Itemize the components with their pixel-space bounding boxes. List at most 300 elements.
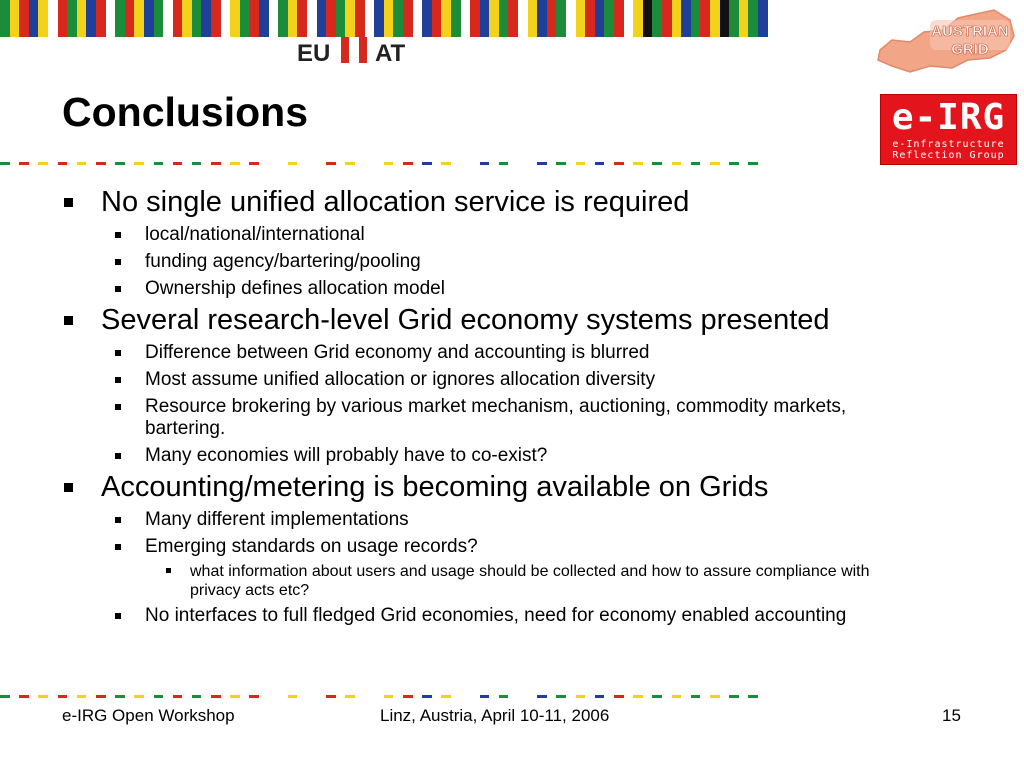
flag-stripe xyxy=(0,0,10,37)
flag-stripe xyxy=(662,0,672,37)
divider-dash xyxy=(576,162,586,165)
divider-dash xyxy=(163,695,173,698)
flag-stripe xyxy=(643,0,653,37)
slide-number: 15 xyxy=(942,706,961,725)
bullet-3-2-1 xyxy=(60,562,980,600)
divider-dash xyxy=(758,162,768,165)
flag-stripe xyxy=(307,0,317,37)
divider-dash xyxy=(566,695,576,698)
flag-stripe xyxy=(489,0,499,37)
divider-dash xyxy=(691,695,701,698)
divider-dash xyxy=(230,695,240,698)
divider-dash xyxy=(624,695,634,698)
bullet-1-3 xyxy=(60,278,980,300)
flag-stripe xyxy=(403,0,413,37)
divider-dash xyxy=(345,695,355,698)
divider-dash xyxy=(288,162,298,165)
divider-dash xyxy=(182,695,192,698)
bullet-1-1 xyxy=(60,224,980,246)
divider-dash xyxy=(355,162,365,165)
divider-dash xyxy=(413,695,423,698)
divider-dash xyxy=(182,162,192,165)
divider-dash xyxy=(470,162,480,165)
flag-stripe xyxy=(739,0,749,37)
flag-stripe xyxy=(624,0,634,37)
divider-dash xyxy=(29,162,39,165)
flag-stripe xyxy=(230,0,240,37)
divider-dash xyxy=(393,695,403,698)
divider-dash xyxy=(758,695,768,698)
divider-dash xyxy=(681,162,691,165)
divider-dash xyxy=(0,162,10,165)
flag-stripe xyxy=(48,0,58,37)
flag-stripe xyxy=(758,0,768,37)
divider-dash xyxy=(585,695,595,698)
divider-dash xyxy=(547,162,557,165)
flag-stripe xyxy=(240,0,250,37)
bullet-2-2-text: Most assume unified allocation or ignores allocation diversity xyxy=(145,369,656,390)
divider-dash xyxy=(211,162,221,165)
divider-dash xyxy=(384,695,394,698)
divider-dash xyxy=(240,695,250,698)
divider-dash xyxy=(470,695,480,698)
divider-dash xyxy=(19,162,29,165)
flag-stripe xyxy=(125,0,135,37)
divider-dash xyxy=(307,162,317,165)
title-divider xyxy=(0,162,768,165)
divider-dash xyxy=(451,695,461,698)
flag-stripe xyxy=(432,0,442,37)
flag-stripe xyxy=(173,0,183,37)
divider-dash xyxy=(211,695,221,698)
bullet-square-icon xyxy=(115,453,121,459)
divider-dash xyxy=(604,162,614,165)
divider-dash xyxy=(0,695,10,698)
bullet-square-icon xyxy=(115,259,121,265)
divider-dash xyxy=(192,162,202,165)
bullet-square-icon xyxy=(115,286,121,292)
austrian-grid-line2: GRID xyxy=(951,41,989,58)
divider-dash xyxy=(710,695,720,698)
divider-dash xyxy=(38,695,48,698)
divider-dash xyxy=(508,695,518,698)
divider-dash xyxy=(278,162,288,165)
divider-dash xyxy=(58,695,68,698)
bullet-1-3-text: Ownership defines allocation model xyxy=(145,278,445,299)
flag-stripe xyxy=(19,0,29,37)
divider-dash xyxy=(739,162,749,165)
divider-dash xyxy=(384,162,394,165)
divider-dash xyxy=(96,162,106,165)
divider-dash xyxy=(19,695,29,698)
divider-dash xyxy=(326,162,336,165)
divider-dash xyxy=(508,162,518,165)
divider-dash xyxy=(163,162,173,165)
divider-dash xyxy=(556,695,566,698)
divider-dash xyxy=(154,162,164,165)
divider-dash xyxy=(403,695,413,698)
flag-stripe xyxy=(29,0,39,37)
divider-dash xyxy=(518,695,528,698)
divider-dash xyxy=(556,162,566,165)
flag-stripe xyxy=(288,0,298,37)
divider-dash xyxy=(432,162,442,165)
divider-dash xyxy=(67,695,77,698)
divider-dash xyxy=(221,162,231,165)
flag-stripe xyxy=(201,0,211,37)
divider-dash xyxy=(413,162,423,165)
divider-dash xyxy=(317,162,327,165)
footer-event: e-IRG Open Workshop xyxy=(62,706,235,725)
divider-dash xyxy=(576,695,586,698)
flag-stripe xyxy=(58,0,68,37)
bullet-3 xyxy=(60,470,980,504)
flag-stripe xyxy=(10,0,20,37)
bullet-square-icon xyxy=(115,517,121,523)
bullet-square-icon xyxy=(115,377,121,383)
flag-stripe xyxy=(614,0,624,37)
divider-dash xyxy=(115,695,125,698)
flag-stripe xyxy=(585,0,595,37)
flag-stripe xyxy=(441,0,451,37)
flag-stripe xyxy=(537,0,547,37)
divider-dash xyxy=(58,162,68,165)
divider-dash xyxy=(125,695,135,698)
divider-dash xyxy=(528,162,538,165)
divider-dash xyxy=(595,695,605,698)
divider-dash xyxy=(336,695,346,698)
divider-dash xyxy=(403,162,413,165)
flag-stripe xyxy=(422,0,432,37)
flag-stripe xyxy=(700,0,710,37)
flag-stripe xyxy=(115,0,125,37)
divider-dash xyxy=(528,695,538,698)
divider-dash xyxy=(595,162,605,165)
flag-stripe xyxy=(604,0,614,37)
bullet-square-icon xyxy=(166,568,171,573)
divider-dash xyxy=(729,695,739,698)
divider-dash xyxy=(307,695,317,698)
divider-dash xyxy=(374,695,384,698)
divider-dash xyxy=(537,695,547,698)
flag-stripe xyxy=(336,0,346,37)
divider-dash xyxy=(480,695,490,698)
flag-stripe xyxy=(163,0,173,37)
austrian-grid-logo xyxy=(872,6,1018,82)
flag-stripe xyxy=(691,0,701,37)
flag-stripe xyxy=(278,0,288,37)
divider-dash xyxy=(48,695,58,698)
divider-dash xyxy=(662,162,672,165)
flag-stripe xyxy=(393,0,403,37)
divider-dash xyxy=(700,162,710,165)
divider-dash xyxy=(729,162,739,165)
divider-dash xyxy=(297,695,307,698)
flag-stripe xyxy=(547,0,557,37)
flag-stripe xyxy=(729,0,739,37)
bullet-3-3 xyxy=(60,605,980,627)
divider-dash xyxy=(29,695,39,698)
flag-stripe xyxy=(470,0,480,37)
divider-dash xyxy=(489,695,499,698)
divider-dash xyxy=(77,162,87,165)
divider-dash xyxy=(710,162,720,165)
divider-dash xyxy=(748,695,758,698)
divider-dash xyxy=(259,695,269,698)
flag-stripe xyxy=(297,0,307,37)
slide-footer xyxy=(0,704,1024,734)
divider-dash xyxy=(269,695,279,698)
divider-dash xyxy=(700,695,710,698)
bullet-2-3-text: Resource brokering by various market mechanism, auctioning, commodity markets, bartering. xyxy=(145,396,847,439)
slide-content xyxy=(60,185,980,627)
flag-stripe xyxy=(499,0,509,37)
flag-stripe xyxy=(672,0,682,37)
divider-dash xyxy=(230,162,240,165)
divider-dash xyxy=(154,695,164,698)
bullet-2-4-text: Many economies will probably have to co-exist? xyxy=(145,445,548,466)
divider-dash xyxy=(393,162,403,165)
divider-dash xyxy=(10,695,20,698)
bullet-2-1-text: Difference between Grid economy and accounting is blurred xyxy=(145,342,650,363)
flag-stripe xyxy=(326,0,336,37)
divider-dash xyxy=(681,695,691,698)
flag-stripe xyxy=(681,0,691,37)
divider-dash xyxy=(326,695,336,698)
bullet-3-1 xyxy=(60,509,980,531)
divider-dash xyxy=(336,162,346,165)
divider-dash xyxy=(134,162,144,165)
flag-stripe xyxy=(748,0,758,37)
divider-dash xyxy=(652,162,662,165)
divider-dash xyxy=(614,695,624,698)
divider-dash xyxy=(614,162,624,165)
divider-dash xyxy=(259,162,269,165)
bullet-2 xyxy=(60,303,980,337)
divider-dash xyxy=(106,162,116,165)
divider-dash xyxy=(365,162,375,165)
divider-dash xyxy=(96,695,106,698)
bullet-square-icon xyxy=(115,544,121,550)
flag-stripe xyxy=(317,0,327,37)
bullet-2-4 xyxy=(60,445,980,467)
at-flag-stub xyxy=(359,37,367,63)
flag-stripe xyxy=(86,0,96,37)
divider-dash xyxy=(10,162,20,165)
divider-dash xyxy=(48,162,58,165)
eirg-logo-text: e-IRG xyxy=(891,97,1006,138)
bullet-2-3 xyxy=(60,396,980,440)
flag-stripe xyxy=(134,0,144,37)
flag-stripe xyxy=(652,0,662,37)
divider-dash xyxy=(144,162,154,165)
bullet-3-2-text: Emerging standards on usage records? xyxy=(145,536,478,557)
flag-stripe xyxy=(249,0,259,37)
flag-stripe xyxy=(96,0,106,37)
flag-stripe xyxy=(566,0,576,37)
flag-stripe xyxy=(518,0,528,37)
flag-stripe xyxy=(144,0,154,37)
divider-dash xyxy=(489,162,499,165)
divider-dash xyxy=(604,695,614,698)
flag-stripe xyxy=(154,0,164,37)
divider-dash xyxy=(365,695,375,698)
divider-dash xyxy=(451,162,461,165)
flag-stripe xyxy=(211,0,221,37)
eu-label: EU xyxy=(297,40,331,67)
divider-dash xyxy=(134,695,144,698)
flag-stripe xyxy=(355,0,365,37)
bullet-square-icon xyxy=(115,404,121,410)
footer-location-date: Linz, Austria, April 10-11, 2006 xyxy=(380,706,610,725)
divider-dash xyxy=(461,162,471,165)
divider-dash xyxy=(432,695,442,698)
bullet-square-icon xyxy=(115,350,121,356)
divider-dash xyxy=(441,162,451,165)
divider-dash xyxy=(221,695,231,698)
bullet-square-icon xyxy=(64,198,73,207)
flag-stripe xyxy=(345,0,355,37)
slide-title: Conclusions xyxy=(62,89,309,135)
divider-dash xyxy=(748,162,758,165)
bullet-3-text: Accounting/metering is becoming available on Grids xyxy=(101,471,769,503)
divider-dash xyxy=(566,162,576,165)
flag-stripe xyxy=(192,0,202,37)
divider-dash xyxy=(106,695,116,698)
bullet-3-3-text: No interfaces to full fledged Grid economies, need for economy enabled accounting xyxy=(145,605,847,626)
divider-dash xyxy=(201,695,211,698)
divider-dash xyxy=(672,695,682,698)
divider-dash xyxy=(720,162,730,165)
bullet-square-icon xyxy=(115,232,121,238)
divider-dash xyxy=(192,695,202,698)
divider-dash xyxy=(249,695,259,698)
bullet-1-text: No single unified allocation service is required xyxy=(101,186,690,218)
flag-stripe xyxy=(365,0,375,37)
at-label: AT xyxy=(375,40,406,67)
austrian-grid-line1: AUSTRIAN xyxy=(931,23,1009,40)
divider-dash xyxy=(86,162,96,165)
divider-dash xyxy=(288,695,298,698)
divider-dash xyxy=(739,695,749,698)
bullet-square-icon xyxy=(64,316,73,325)
flag-stripe xyxy=(259,0,269,37)
divider-dash xyxy=(652,695,662,698)
flag-stripe xyxy=(556,0,566,37)
flag-stripe xyxy=(67,0,77,37)
divider-dash xyxy=(86,695,96,698)
divider-dash xyxy=(461,695,471,698)
flag-stripe xyxy=(384,0,394,37)
flag-stripe xyxy=(182,0,192,37)
flag-stripe xyxy=(451,0,461,37)
flag-stripe xyxy=(528,0,538,37)
divider-dash xyxy=(269,162,279,165)
divider-dash xyxy=(173,695,183,698)
flag-stripe xyxy=(269,0,279,37)
divider-dash xyxy=(240,162,250,165)
divider-dash xyxy=(125,162,135,165)
divider-dash xyxy=(720,695,730,698)
divider-dash xyxy=(345,162,355,165)
flag-stripe xyxy=(38,0,48,37)
divider-dash xyxy=(374,162,384,165)
bullet-1-2-text: funding agency/bartering/pooling xyxy=(145,251,421,272)
flag-stripe xyxy=(576,0,586,37)
divider-dash xyxy=(278,695,288,698)
footer-divider xyxy=(0,695,768,698)
divider-dash xyxy=(499,162,509,165)
divider-dash xyxy=(422,162,432,165)
divider-dash xyxy=(691,162,701,165)
flag-stripe xyxy=(508,0,518,37)
divider-dash xyxy=(67,162,77,165)
divider-dash xyxy=(115,162,125,165)
bullet-2-2 xyxy=(60,369,980,391)
header-flag-stripes xyxy=(0,0,768,37)
divider-dash xyxy=(633,162,643,165)
divider-dash xyxy=(441,695,451,698)
divider-dash xyxy=(643,162,653,165)
flag-stripe xyxy=(710,0,720,37)
divider-dash xyxy=(662,695,672,698)
bullet-square-icon xyxy=(115,613,121,619)
flag-stripe xyxy=(374,0,384,37)
divider-dash xyxy=(643,695,653,698)
divider-dash xyxy=(537,162,547,165)
divider-dash xyxy=(518,162,528,165)
flag-stripe xyxy=(106,0,116,37)
divider-dash xyxy=(585,162,595,165)
divider-dash xyxy=(422,695,432,698)
flag-stripe xyxy=(720,0,730,37)
divider-dash xyxy=(317,695,327,698)
divider-dash xyxy=(77,695,87,698)
flag-stripe xyxy=(77,0,87,37)
divider-dash xyxy=(144,695,154,698)
divider-dash xyxy=(38,162,48,165)
bullet-2-text: Several research-level Grid economy systems presented xyxy=(101,304,830,336)
flag-stripe xyxy=(461,0,471,37)
divider-dash xyxy=(499,695,509,698)
divider-dash xyxy=(672,162,682,165)
bullet-1 xyxy=(60,185,980,219)
bullet-1-2 xyxy=(60,251,980,273)
bullet-2-1 xyxy=(60,342,980,364)
divider-dash xyxy=(173,162,183,165)
divider-dash xyxy=(297,162,307,165)
divider-dash xyxy=(249,162,259,165)
eu-flag-stub xyxy=(341,37,349,63)
eirg-logo-line1: e-Infrastructure xyxy=(892,139,1005,150)
flag-stripe xyxy=(413,0,423,37)
bullet-3-2 xyxy=(60,536,980,558)
divider-dash xyxy=(480,162,490,165)
flag-stripe xyxy=(633,0,643,37)
bullet-square-icon xyxy=(64,483,73,492)
bullet-3-2-1-text: what information about users and usage should be collected and how to assure compliance with privacy acts etc? xyxy=(190,563,870,599)
flag-stripe xyxy=(221,0,231,37)
divider-dash xyxy=(547,695,557,698)
bullet-1-1-text: local/national/international xyxy=(145,224,365,245)
eirg-logo xyxy=(880,94,1017,165)
flag-stripe xyxy=(480,0,490,37)
divider-dash xyxy=(633,695,643,698)
divider-dash xyxy=(624,162,634,165)
divider-dash xyxy=(355,695,365,698)
flag-stripe xyxy=(595,0,605,37)
divider-dash xyxy=(201,162,211,165)
